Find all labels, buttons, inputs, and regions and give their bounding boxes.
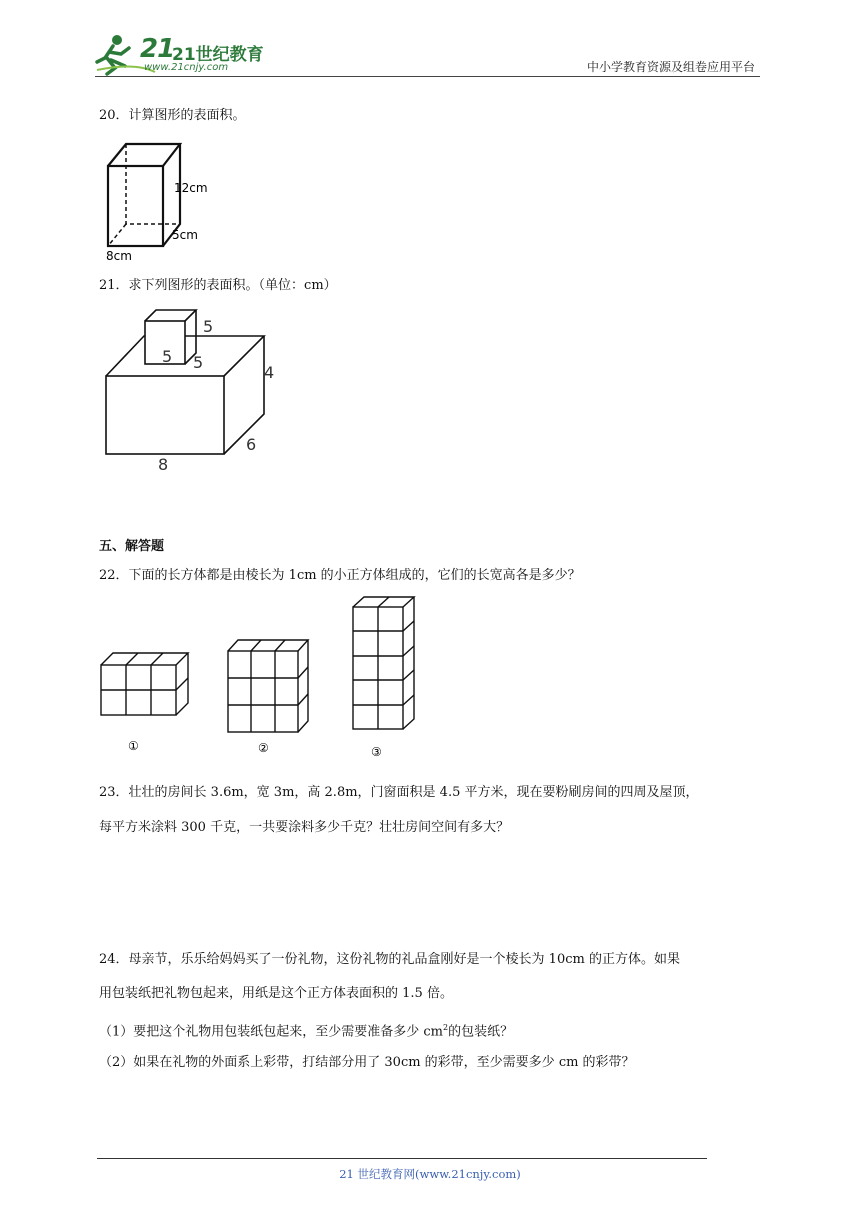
question-23-line2: 每平方米涂料 300 千克，一共要涂料多少千克？壮壮房间空间有多大？ (99, 820, 510, 835)
header-platform-text: 中小学教育资源及组卷应用平台 (586, 60, 755, 74)
label-small-front: 5 (162, 347, 173, 366)
figure-label-1: ① (128, 739, 139, 753)
figure-label-2: ② (258, 741, 269, 755)
label-big-height: 4 (264, 363, 275, 382)
question-24-line1: 24．母亲节，乐乐给妈妈买了一份礼物，这份礼物的礼品盒刚好是一个棱长为 10cm 的正方体。如果 (99, 952, 680, 967)
label-big-depth: 6 (246, 435, 257, 454)
figure-label-3: ③ (371, 745, 382, 759)
label-height: 12cm (174, 181, 208, 195)
question-21: 21．求下列图形的表面积。（单位：cm） (99, 278, 337, 293)
header-divider (95, 76, 760, 77)
question-20: 20．计算图形的表面积。 (99, 108, 246, 123)
question-24-sub2: （2）如果在礼物的外面系上彩带，打结部分用了 30cm 的彩带，至少需要多少 cm 的彩带？ (99, 1055, 635, 1070)
question-24-sub1-end: 的包装纸？ (448, 1024, 514, 1040)
cuboid-figure-q20 (100, 138, 220, 262)
label-small-top: 5 (203, 317, 214, 336)
footer-link[interactable]: 21 世纪教育网(www.21cnjy.com) (339, 1167, 521, 1181)
question-22: 22．下面的长方体都是由棱长为 1cm 的小正方体组成的，它们的长宽高各是多少？ (99, 568, 581, 583)
question-24-sub1 (99, 1018, 513, 1042)
stacked-cuboid-figure-q21 (100, 304, 290, 476)
section-title: 五、解答题 (99, 539, 165, 554)
question-23-line1: 23．壮壮的房间长 3.6m，宽 3m，高 2.8m，门窗面积是 4.5 平方米，现在要粉刷房间的四周及屋顶， (99, 785, 699, 800)
label-depth: 5cm (172, 228, 198, 242)
logo-text: 21 (140, 34, 175, 64)
logo-url: www.21cnjy.com (144, 62, 229, 73)
label-big-length: 8 (158, 455, 169, 474)
logo-main-text: 21世纪教育 (172, 45, 264, 65)
label-length: 8cm (106, 249, 132, 262)
question-24-sub1-text: （1）要把这个礼物用包装纸包起来，至少需要准备多少 cm (99, 1024, 444, 1040)
question-24-line2: 用包装纸把礼物包起来，用纸是这个正方体表面积的 1.5 倍。 (99, 986, 453, 1001)
label-small-side: 5 (193, 353, 204, 372)
unit-cube-figures-q22 (96, 594, 426, 766)
footer-divider (97, 1158, 707, 1159)
superscript: 2 (443, 1023, 449, 1032)
